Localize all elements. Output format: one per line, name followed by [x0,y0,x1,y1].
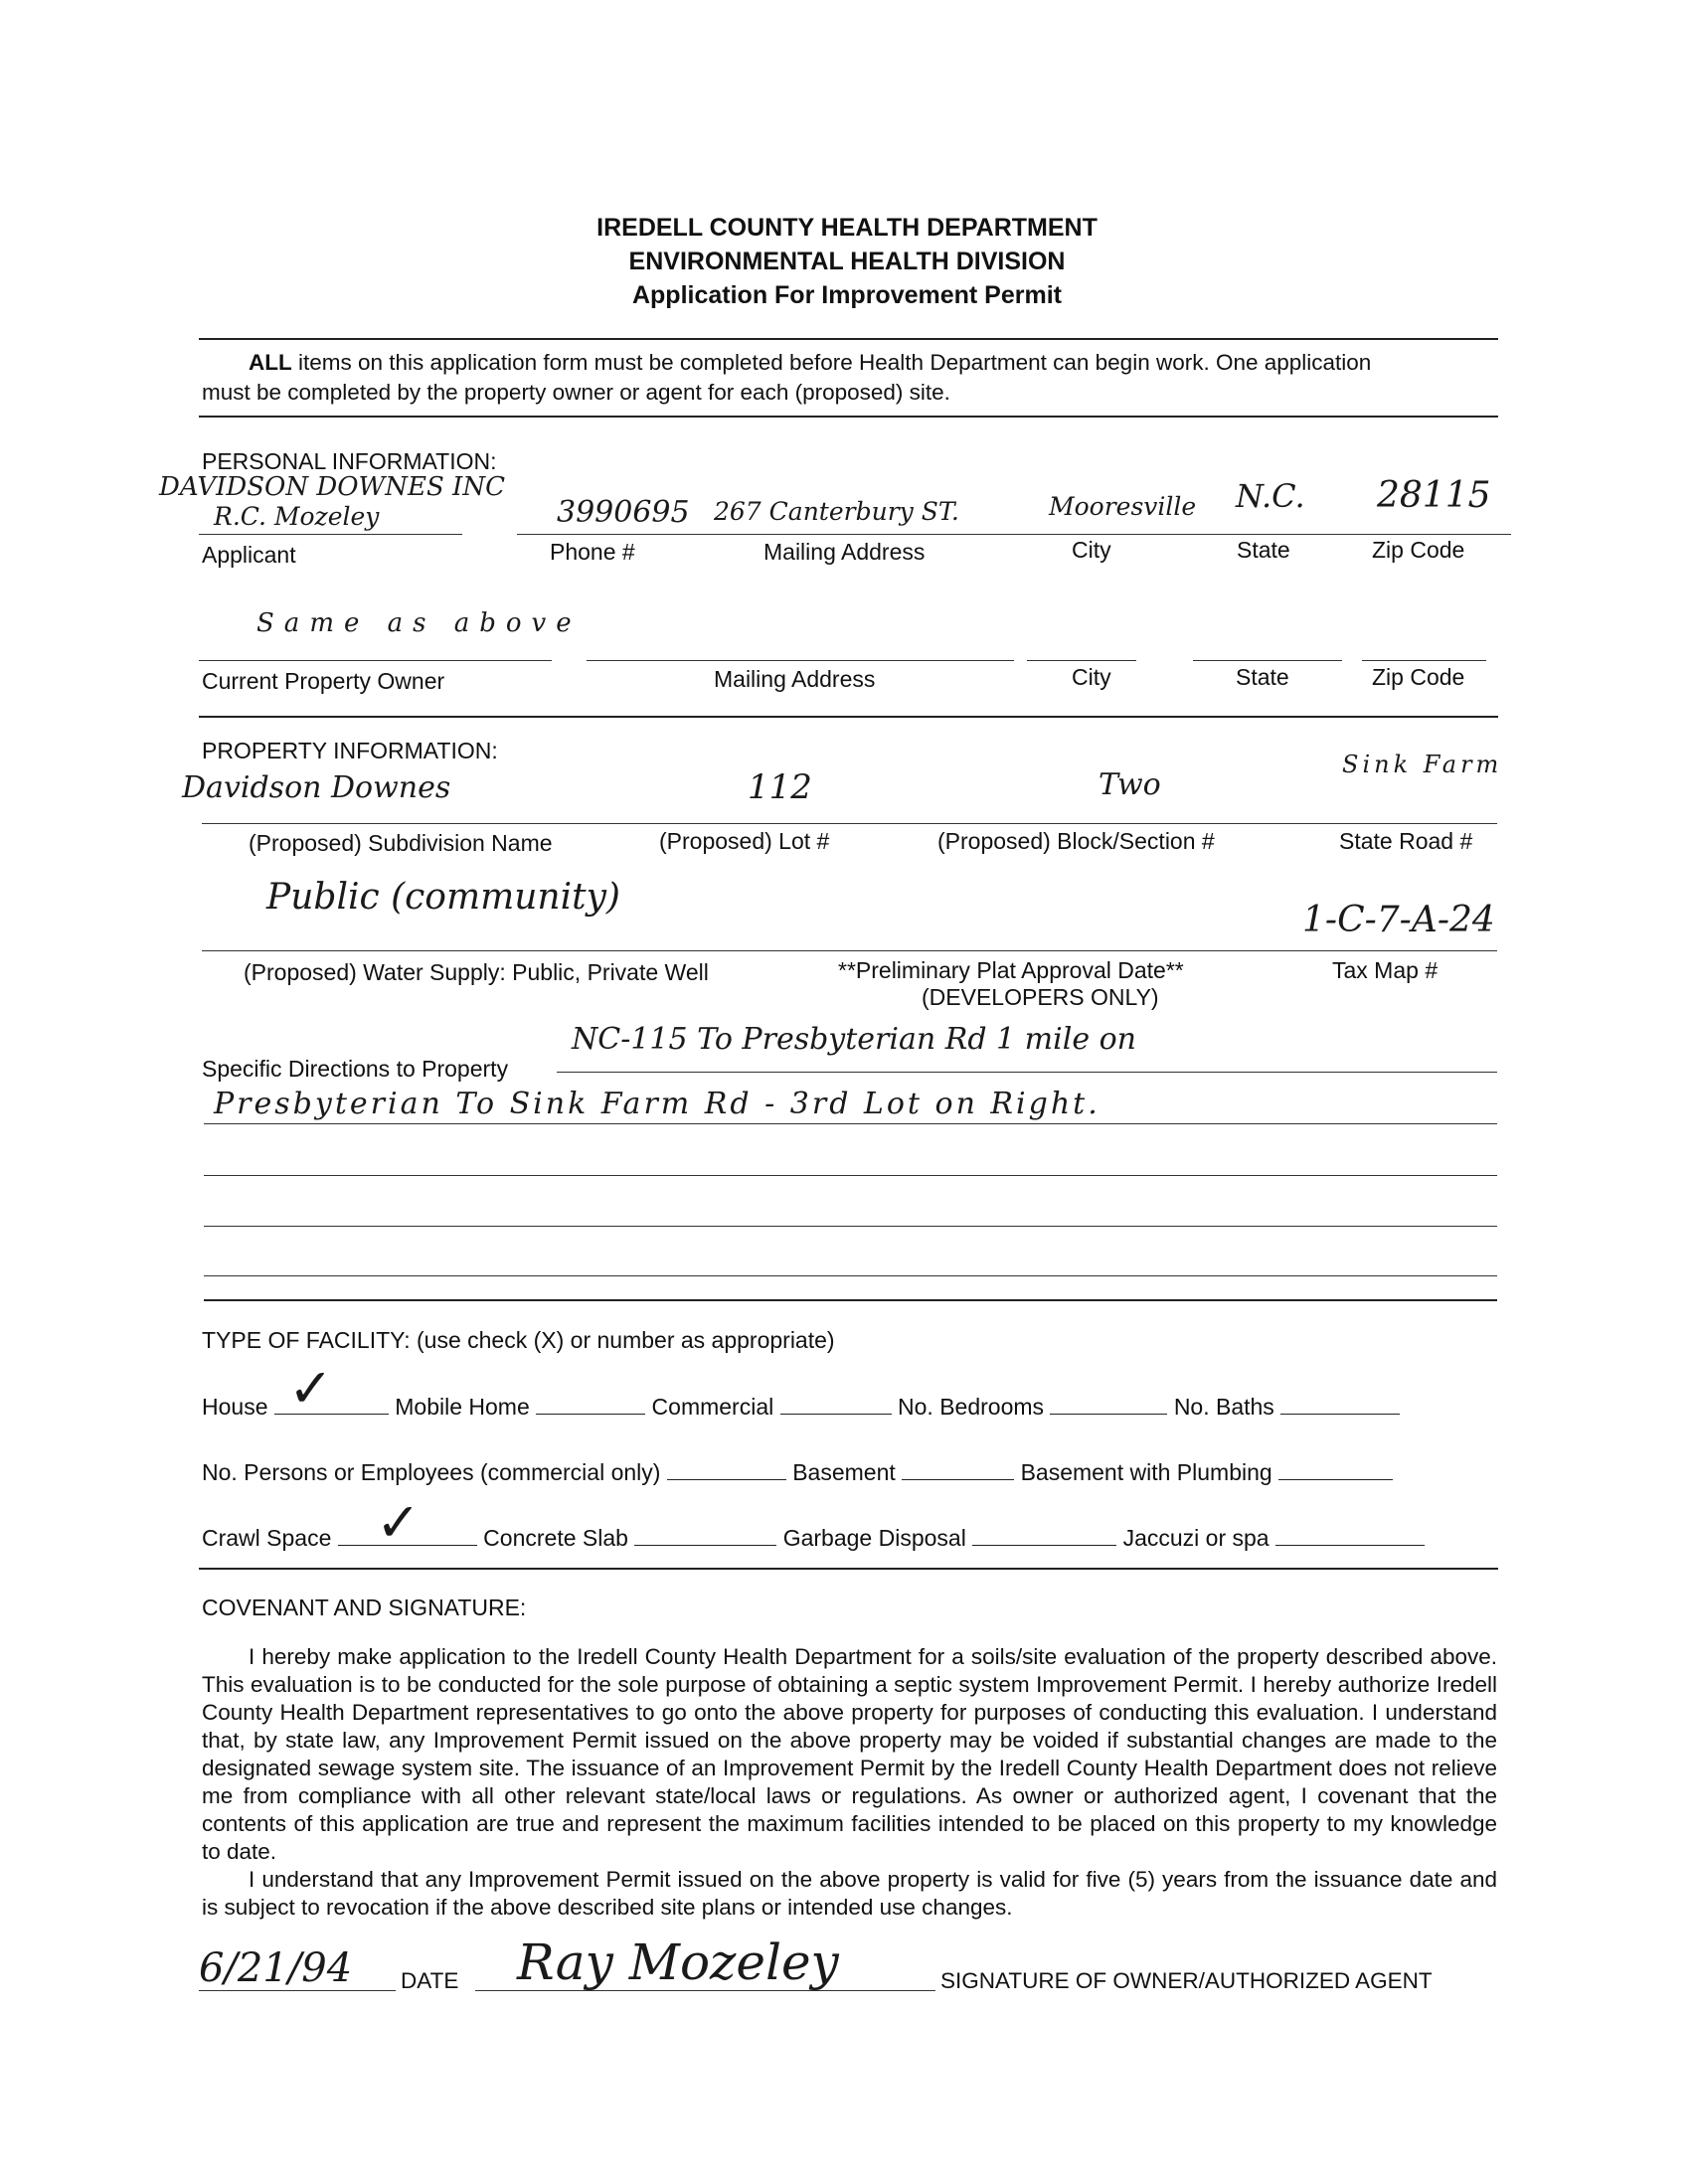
covenant-paragraph-2: I understand that any Improvement Permit issued on the above property is valid for five (5) years from the issuance date and is subject to revocation if the above described site plans or intended use changes. [202,1867,1497,1920]
basement-field[interactable] [902,1457,1014,1480]
address-line [517,534,1511,535]
basement-plumbing-label: Basement with Plumbing [1020,1459,1272,1485]
zip-label: Zip Code [1372,537,1465,563]
applicant-value-2: R.C. Mozeley [214,502,380,531]
block-value: Two [1099,767,1161,802]
personal-heading: PERSONAL INFORMATION: [202,448,497,474]
crawl-space-check: ✓ [376,1491,422,1554]
facility-rule [199,1568,1498,1570]
applicant-label: Applicant [202,542,296,568]
signature-line[interactable] [475,1990,935,1991]
subdivision-value: Davidson Downes [182,770,451,805]
phone-label: Phone # [550,539,635,565]
road-label: State Road # [1339,828,1473,854]
concrete-slab-field[interactable] [634,1523,776,1546]
intro-line-1 [249,350,1371,376]
owner-state-line [1193,660,1342,661]
owner-zip-label: Zip Code [1372,664,1465,690]
plat-label-2: (DEVELOPERS ONLY) [922,984,1159,1010]
bedrooms-field[interactable] [1050,1392,1167,1415]
road-value: Sink Farm [1342,751,1503,778]
persons-label: No. Persons or Employees (commercial only) [202,1459,661,1485]
signature-label: SIGNATURE OF OWNER/AUTHORIZED AGENT [940,1968,1433,1993]
mailing-label: Mailing Address [763,539,926,565]
facility-row-1 [202,1392,1400,1421]
intro-bold: ALL [249,350,292,375]
house-label: House [202,1394,268,1420]
owner-state-label: State [1236,664,1289,690]
state-value: N.C. [1236,477,1305,515]
owner-city-line [1027,660,1136,661]
lot-label: (Proposed) Lot # [659,828,830,854]
jaccuzi-field[interactable] [1275,1523,1425,1546]
owner-city-label: City [1072,664,1111,690]
bedrooms-label: No. Bedrooms [898,1394,1045,1420]
block-label: (Proposed) Block/Section # [937,828,1215,854]
property-line-1 [202,823,1497,824]
mobile-home-field[interactable] [536,1392,645,1415]
directions-line-5 [204,1275,1497,1276]
signature-value: Ray Mozeley [517,1933,839,1991]
persons-field[interactable] [667,1457,786,1480]
baths-field[interactable] [1280,1392,1400,1415]
mailing-value: 267 Canterbury ST. [714,497,959,526]
owner-mail-line [587,660,1014,661]
facility-row-2 [202,1457,1393,1486]
taxmap-label: Tax Map # [1332,957,1439,983]
jaccuzi-label: Jaccuzi or spa [1122,1525,1270,1551]
form-title: Application For Improvement Permit [631,281,1062,309]
owner-mailing-label: Mailing Address [714,666,876,692]
subdivision-label: (Proposed) Subdivision Name [249,830,553,856]
phone-value: 3990695 [557,495,690,530]
state-label: State [1237,537,1290,563]
crawl-space-label: Crawl Space [202,1525,332,1551]
directions-line-4 [204,1226,1497,1227]
city-label: City [1072,537,1111,563]
facility-heading: TYPE OF FACILITY: (use check (X) or number as appropriate) [202,1327,835,1353]
basement-plumbing-field[interactable] [1278,1457,1393,1480]
property-heading: PROPERTY INFORMATION: [202,738,498,763]
date-label: DATE [401,1968,459,1993]
covenant-heading: COVENANT AND SIGNATURE: [202,1595,527,1620]
concrete-slab-label: Concrete Slab [483,1525,628,1551]
covenant-paragraph-1: I hereby make application to the Iredell County Health Department for a soils/site evaluation of the property described above. This evaluation is to be conducted for the sole purpose of obtaining a septic system Improvement Permit. I hereby authorize Iredell County Health Department representatives to go onto the above property for purposes of conducting this evaluation. I understand that, by state law, any Improvement Permit issued on the above property may be voided if substantial changes are made to the designated sewage system site. The issuance of an Improvement Permit by the Iredell County Health Department does not relieve me from compliance with all other relevant state/local laws or regulations. As owner or authorized agent, I covenant that the contents of this application are true and represent the maximum facilities intended to be placed on this property to my knowledge to date. [202,1644,1497,1864]
garbage-disposal-label: Garbage Disposal [782,1525,966,1551]
applicant-value-1: DAVIDSON DOWNES INC [159,472,505,502]
directions-value-1: NC-115 To Presbyterian Rd 1 mile on [572,1022,1136,1057]
lot-value: 112 [748,767,812,807]
intro-line-2: must be completed by the property owner or agent for each (proposed) site. [202,380,950,405]
owner-zip-line [1362,660,1486,661]
property-line-2 [202,950,1497,951]
directions-line-1 [557,1072,1497,1073]
directions-line-2 [204,1123,1497,1124]
plat-label-1: **Preliminary Plat Approval Date** [838,957,1184,983]
intro-rule [199,416,1498,418]
directions-value-2: Presbyterian To Sink Farm Rd - 3rd Lot on Right. [214,1087,1101,1121]
directions-line-3 [204,1175,1497,1176]
property-rule [204,1299,1497,1301]
owner-line [199,660,552,661]
personal-rule [199,716,1498,718]
directions-label: Specific Directions to Property [202,1056,509,1082]
city-value: Mooresville [1049,492,1197,521]
baths-label: No. Baths [1173,1394,1274,1420]
water-label: (Proposed) Water Supply: Public, Private Well [244,959,709,985]
mobile-home-label: Mobile Home [395,1394,530,1420]
owner-label: Current Property Owner [202,668,445,694]
water-value: Public (community) [266,877,620,918]
header-rule [199,338,1498,340]
taxmap-value: 1-C-7-A-24 [1302,900,1495,940]
department-title: IREDELL COUNTY HEALTH DEPARTMENT [596,214,1098,242]
house-check: ✓ [288,1357,334,1420]
commercial-field[interactable] [780,1392,892,1415]
owner-value: Same as above [256,608,582,638]
commercial-label: Commercial [651,1394,774,1420]
date-line [199,1990,396,1991]
basement-label: Basement [792,1459,896,1485]
division-title: ENVIRONMENTAL HEALTH DIVISION [628,248,1066,275]
intro-text: items on this application form must be completed before Health Department can begin work. One application [291,350,1372,375]
zip-value: 28115 [1377,475,1491,516]
garbage-disposal-field[interactable] [972,1523,1116,1546]
date-value: 6/21/94 [199,1945,353,1991]
applicant-line [199,534,462,535]
